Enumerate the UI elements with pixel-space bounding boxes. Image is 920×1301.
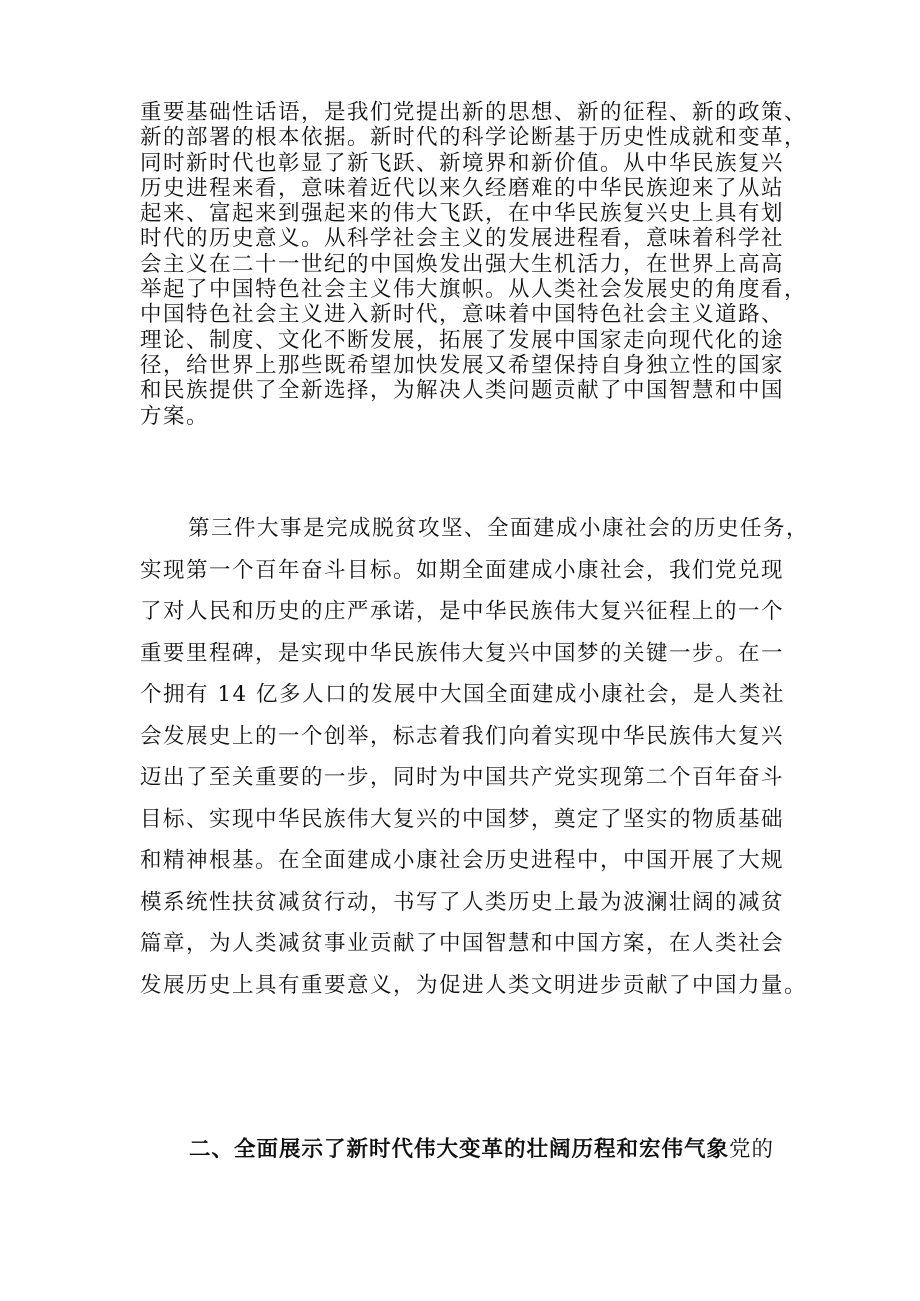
text-line: 方案。: [140, 403, 210, 429]
text-line: 和精神根基。在全面建成小康社会历史进程中，中国开展了大规: [140, 848, 785, 873]
text-line: 重要里程碑，是实现中华民族伟大复兴中国梦的关键一步。在一: [140, 640, 785, 666]
text-line: 会主义在二十一世纪的中国焕发出强大生机活力，在世界上高高: [140, 251, 785, 277]
text-line: 理论、制度、文化不断发展，拓展了发展中国家走向现代化的途: [140, 327, 785, 353]
text-line: 起来、富起来到强起来的伟大飞跃，在中华民族复兴史上具有划: [140, 201, 785, 227]
text-line: 径，给世界上那些既希望加快发展又希望保持自身独立性的国家: [140, 352, 785, 378]
text-line: 个拥有 14 亿多人口的发展中大国全面建成小康社会，是人类社: [140, 682, 786, 707]
section-heading-title: 二、全面展示了新时代伟大变革的壮阔历程和宏伟气象: [189, 1137, 730, 1162]
text-line: 实现第一个百年奋斗目标。如期全面建成小康社会，我们党兑现: [140, 557, 785, 583]
text-line: 历史进程来看，意味着近代以来久经磨难的中华民族迎来了从站: [140, 175, 785, 201]
paragraph-continued: [140, 100, 808, 429]
text-line: 迈出了至关重要的一步，同时为中国共产党实现第二个百年奋斗: [140, 765, 785, 790]
text-line: 重要基础性话语，是我们党提出新的思想、新的征程、新的政策、: [140, 100, 808, 125]
text-line: 新的部署的根本依据。新时代的科学论断基于历史性成就和变革，: [140, 125, 808, 151]
text-line: 同时新时代也彰显了新飞跃、新境界和新价值。从中华民族复兴: [140, 150, 785, 176]
text-line: 了对人民和历史的庄严承诺，是中华民族伟大复兴征程上的一个: [140, 599, 785, 624]
text-line: 第三件大事是完成脱贫攻坚、全面建成小康社会的历史任务，: [188, 516, 810, 541]
text-line: 篇章，为人类减贫事业贡献了中国智慧和中国方案，在人类社会: [140, 931, 785, 956]
section-heading: [189, 1135, 774, 1165]
text-line: 发展历史上具有重要意义，为促进人类文明进步贡献了中国力量。: [140, 972, 808, 998]
text-line: 会发展史上的一个创举，标志着我们向着实现中华民族伟大复兴: [140, 723, 785, 749]
text-line: 目标、实现中华民族伟大复兴的中国梦，奠定了坚实的物质基础: [140, 806, 785, 832]
text-line: 和民族提供了全新选择，为解决人类问题贡献了中国智慧和中国: [140, 378, 785, 404]
text-line: 举起了中国特色社会主义伟大旗帜。从人类社会发展史的角度看，: [140, 277, 808, 303]
paragraph-third-event: [140, 508, 810, 1006]
text-line: 中国特色社会主义进入新时代，意味着中国特色社会主义道路、: [140, 302, 785, 328]
text-line: 时代的历史意义。从科学社会主义的发展进程看，意味着科学社: [140, 226, 785, 252]
text-line: 模系统性扶贫减贫行动，书写了人类历史上最为波澜壮阔的减贫: [140, 889, 785, 915]
section-heading-trailing-text: 党的: [729, 1137, 775, 1162]
